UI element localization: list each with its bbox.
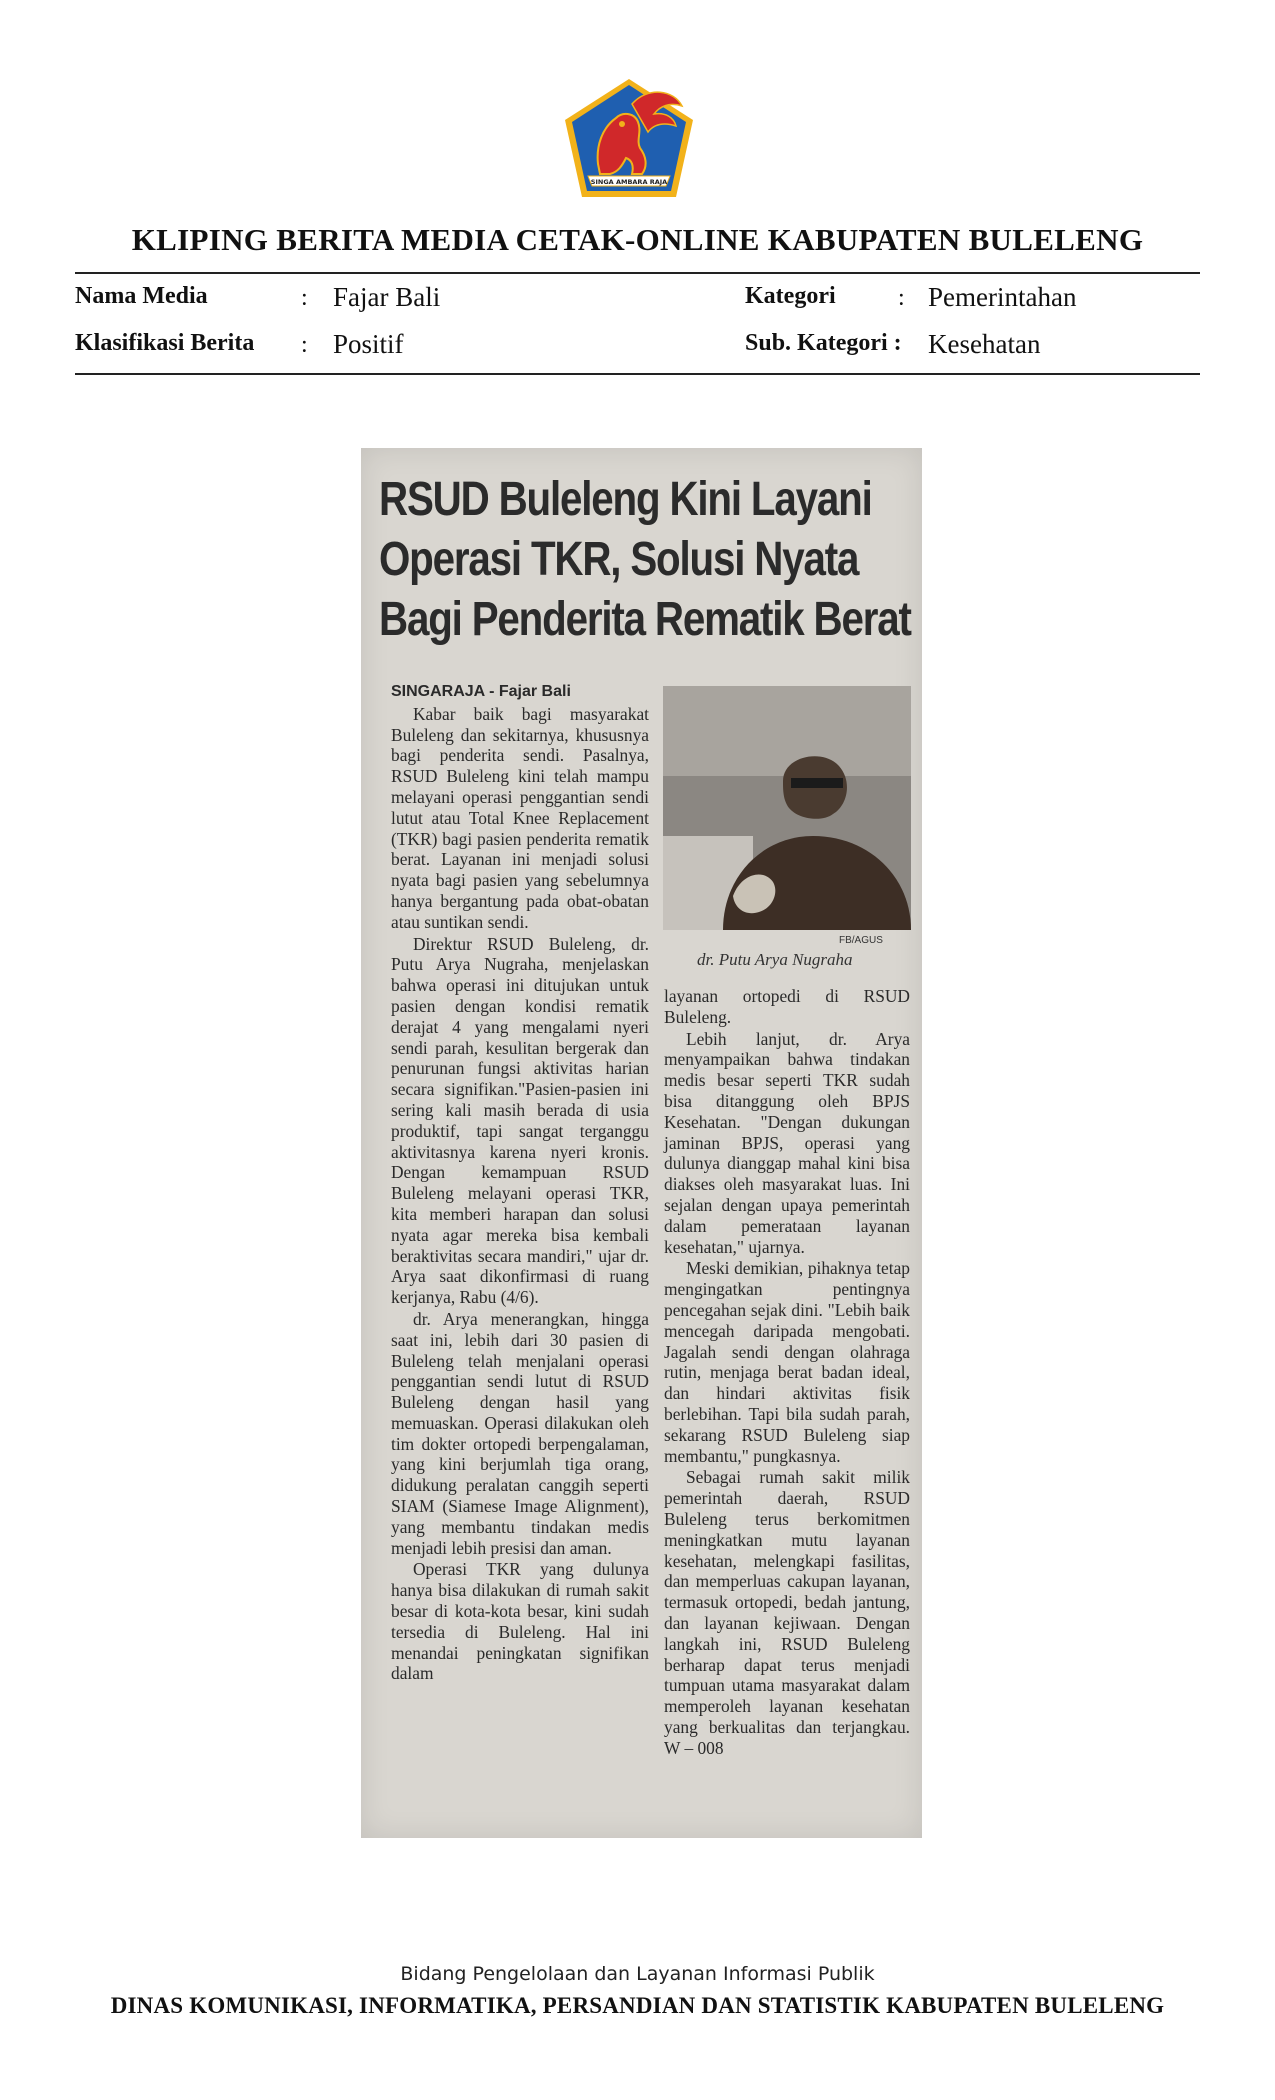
article-paragraph: layanan ortopedi di RSUD Buleleng. <box>664 986 910 1027</box>
media-label: Nama Media <box>75 283 208 309</box>
photo-portrait-icon <box>663 686 911 930</box>
klasifikasi-value: Positif <box>333 329 404 359</box>
footer-department: Bidang Pengelolaan dan Layanan Informasi Publik <box>400 1963 875 1985</box>
subkategori-value: Kesehatan <box>928 329 1041 359</box>
kategori-label: Kategori <box>745 283 836 309</box>
footer-agency: DINAS KOMUNIKASI, INFORMATIKA, PERSANDIAN DAN STATISTIK KABUPATEN BULELENG <box>110 1993 1165 2018</box>
article-paragraph: Kabar baik bagi masyarakat Buleleng dan sekitarnya, khususnya bagi penderita sendi. Pasalnya, RSUD Buleleng kini telah mampu melayani operasi penggantian sendi lutut atau Total Knee Replacement (TKR) bagi pasien penderita rematik berat. Layanan ini menjadi solusi nyata bagi pasien yang sebelumnya hanya bergantung pada obat-obatan atau suntikan sendi. <box>391 703 649 932</box>
subkategori-label: Sub. Kategori : <box>745 330 902 356</box>
newspaper-clipping <box>361 448 922 1838</box>
kategori-colon: : <box>898 285 905 311</box>
page-title: KLIPING BERITA MEDIA CETAK-ONLINE KABUPATEN BULELENG <box>131 222 1144 257</box>
kategori-value: Pemerintahan <box>928 282 1077 312</box>
logo-motto: SINGA AMBARA RAJA <box>590 178 668 186</box>
article-paragraph: Meski demikian, pihaknya tetap mengingatkan pentingnya pencegahan sejak dini. "Lebih baik mencegah daripada mengobati. Jagalah sendi dengan olahraga rutin, menjaga berat badan ideal, dan hindari aktivitas fisik berlebihan. Tapi bila sudah parah, sekarang RSUD Buleleng siap membantu," pungkasnya. <box>664 1258 910 1466</box>
headline-line-2: Operasi TKR, Solusi Nyata <box>379 533 859 586</box>
article-paragraph: dr. Arya menerangkan, hingga saat ini, lebih dari 30 pasien di Buleleng telah menjalani operasi penggantian sendi lutut di RSUD Buleleng dengan hasil yang memuaskan. Operasi dilakukan oleh tim dokter ortopedi berpengalaman, yang kini berjumlah tiga orang, didukung peralatan canggih seperti SIAM (Siamese Image Alignment), yang membantu tindakan medis menjadi lebih presisi dan aman. <box>391 1308 649 1558</box>
photo-caption: dr. Putu Arya Nugraha <box>697 950 853 969</box>
article-photo <box>663 686 911 930</box>
header-rule-bottom <box>75 373 1200 375</box>
article-paragraph: Operasi TKR yang dulunya hanya bisa dilakukan di rumah sakit besar di kota-kota besar, kini sudah tersedia di Buleleng. Hal ini menandai peningkatan signifikan dalam <box>391 1559 649 1684</box>
buleleng-emblem-logo <box>562 76 696 200</box>
article-paragraph: Lebih lanjut, dr. Arya menyampaikan bahwa tindakan medis besar seperti TKR sudah bisa ditanggung oleh BPJS Kesehatan. "Dengan dukungan jaminan BPJS, operasi yang dulunya dianggap mahal kini bisa diakses oleh masyarakat luas. Ini sejalan dengan upaya pemerintah dalam pemerataan layanan kesehatan," ujarnya. <box>664 1028 910 1257</box>
headline-line-1: RSUD Buleleng Kini Layani <box>379 473 872 526</box>
headline-line-3: Bagi Penderita Rematik Berat <box>379 593 911 646</box>
klasifikasi-colon: : <box>301 332 308 358</box>
klasifikasi-label: Klasifikasi Berita <box>75 330 255 356</box>
article-column-1 <box>391 682 649 1684</box>
article-headline <box>379 470 911 650</box>
media-colon: : <box>301 285 308 311</box>
article-column-2 <box>664 986 910 1758</box>
article-dateline: SINGARAJA - Fajar Bali <box>391 683 571 700</box>
header-rule-top <box>75 272 1200 274</box>
photo-credit: FB/AGUS <box>839 935 883 946</box>
article-paragraph: Sebagai rumah sakit milik pemerintah daerah, RSUD Buleleng terus berkomitmen meningkatkan mutu layanan kesehatan, melengkapi fasilitas, dan memperluas cakupan layanan, termasuk ortopedi, bedah jantung, dan layanan kejiwaan. Dengan langkah ini, RSUD Buleleng berharap dapat terus menjadi tumpuan utama masyarakat dalam memperoleh layanan kesehatan yang berkualitas dan terjangkau. W – 008 <box>664 1467 910 1758</box>
article-paragraph: Direktur RSUD Buleleng, dr. Putu Arya Nugraha, menjelaskan bahwa operasi ini ditujukan untuk pasien dengan kondisi rematik derajat 4 yang mengalami nyeri sendi parah, kesulitan bergerak dan penurunan fungsi aktivitas harian secara signifikan."Pasien-pasien ini sering kali masih berada di usia produktif, tapi sangat terganggu aktivitasnya karena nyeri kronis. Dengan kemampuan RSUD Buleleng melayani operasi TKR, kita memberi harapan dan solusi nyata agar mereka bisa kembali beraktivitas secara mandiri," ujar dr. Arya saat dikonfirmasi di ruang kerjanya, Rabu (4/6). <box>391 933 649 1308</box>
media-value: Fajar Bali <box>333 282 441 312</box>
